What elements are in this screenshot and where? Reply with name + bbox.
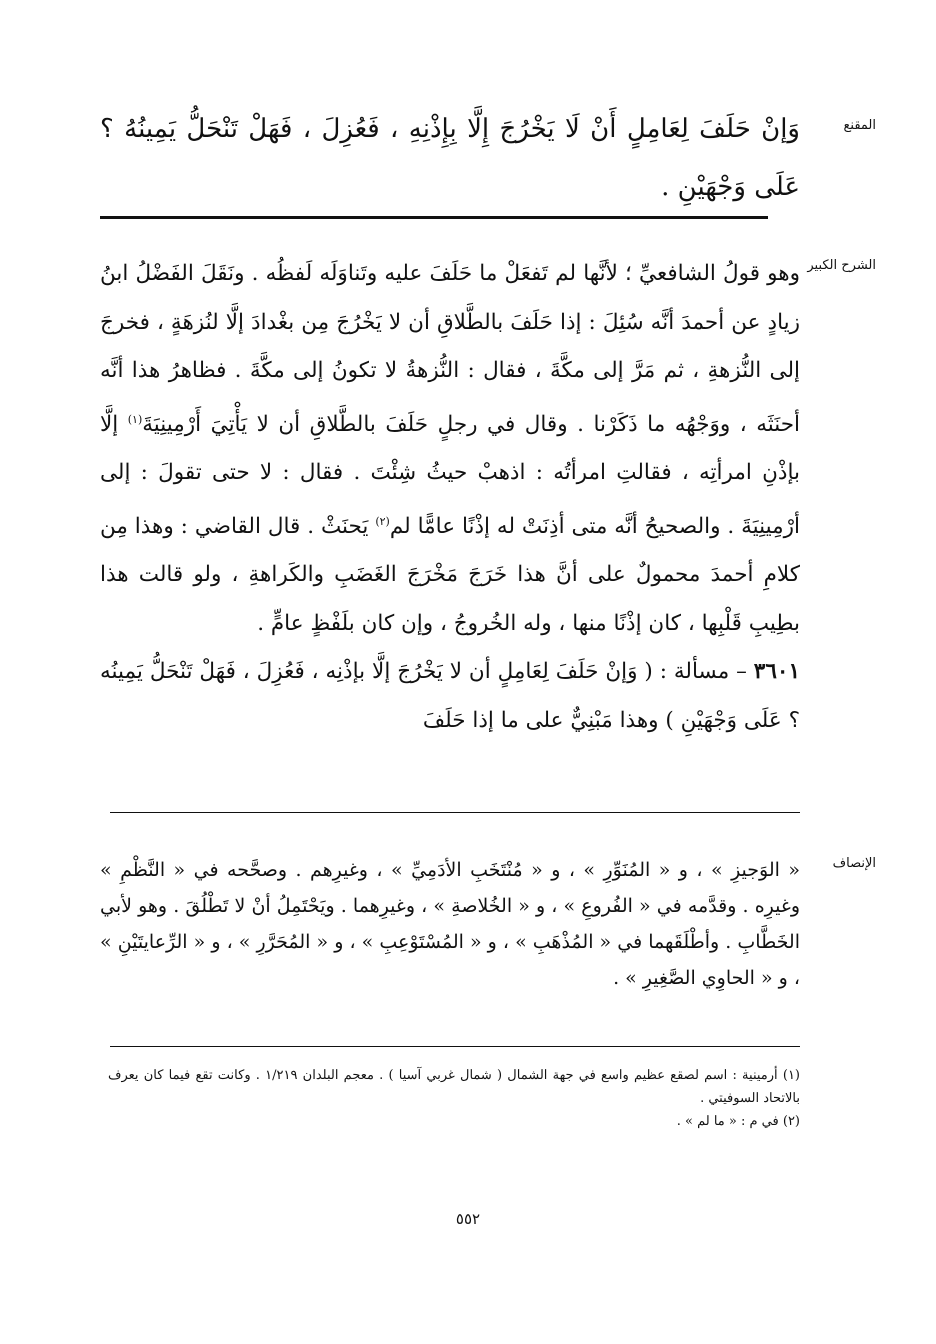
insaf-text — [100, 852, 800, 996]
sharh-p1-part-a: وهو قولُ الشافعيِّ ؛ لأنَّها لم تَفعَلْ ما حَلَفَ عليه وتَناوَلَه لَفظُه . ونَقَلَ الفَضْلُ ابنُ زيادٍ عن أحمدَ أنَّه سُئِلَ : إذا حَلَفَ بالطَّلاقِ أن لا يَخْرُجَ مِن بغْدادَ إلَّا لنُزهَةٍ ، فخرجَ إلى النُّزهةِ ، ثم مَرَّ إلى مكَّةَ ، فقال : النُّزهةُ لا تكونُ إلى مكَّةَ . فظاهرُ هذا أنَّه أحنَثَه ، ووَجْهُه ما ذَكَرْنا . وقال في رجلٍ حَلَفَ بالطَّلاقِ أن لا يَأْتِيَ أَرْمِينِيَةَ — [100, 261, 800, 437]
footnote-marker-2: (٢) — [375, 514, 390, 528]
insaf-paragraph: « الوَجيزِ » ، و « المُنَوِّرِ » ، و « مُنْتَخَبِ الأدَمِيِّ » ، وغيرِهم . وصحَّحه في « النَّظْمِ » وغيرِه . وقدَّمه في « الفُروعِ » ، و « الخُلاصةِ » ، وغيرِهما . ويَحْتَمِلُ أنْ لا تَطْلُقَ . وهو لأبي الخَطَّابِ . وأطْلَقَهما في « المُذْهَبِ » ، و « المُسْتَوْعِبِ » ، و « المُحَرَّرِ » ، و « الرِّعايتَيْنِ » ، و « الحاوِي الصَّغِيرِ » . — [100, 859, 800, 989]
insaf-label: الإنصاف — [832, 856, 876, 871]
muqni-paragraph: وَإنْ حَلَفَ لِعَامِلٍ أَنْ لَا يَخْرُجَ إِلَّا بِإِذْنِهِ ، فَعُزِلَ ، فَهَلْ تَنْحَلُّ يَمِينُهُ ؟ عَلَى وَجْهَيْنِ . — [100, 114, 800, 202]
muqni-divider — [100, 216, 768, 219]
sharh-p1-part-c: يَحنَثْ . قال القاضي : وهذا مِن كلامِ أحمدَ محمولٌ على أنَّ هذا خَرَجَ مَخْرَجَ الغَضَبِ والكَراهةِ ، ولو قالت هذا بطِيبِ قَلْبِها ، كان إذْنًا منها ، وله الخُروجُ ، وإن كان بلَفْظٍ عامٍّ . — [100, 513, 800, 636]
masala-number: ٣٦٠١ — [753, 659, 800, 685]
page-number: ٥٥٢ — [455, 1210, 481, 1228]
muqni-label: المقنع — [843, 118, 876, 133]
sharh-divider — [110, 812, 800, 813]
footnote-divider — [110, 1046, 800, 1047]
masala-text: – مسألة : ( وَإنْ حَلَفَ لِعَامِلٍ أن لا يَخْرُجَ إلَّا بإذْنِه ، فَعُزِلَ ، فَهَلْ تَنْحَلُّ يَمِينُه ؟ عَلَى وَجْهَيْنِ ) وهذا مَبْنِيٌّ على ما إذا حَلَفَ — [100, 659, 800, 733]
sharh-p1-part-b: إلَّا بإذْنِ امرأتِه ، فقالتِ امرأتُه : اذهبْ حيثُ شِئْتَ . فقال : لا حتى تقولَ : إلى أرْمِينِيَةَ . والصحيحُ أنَّه متى أذِنَتْ له إذْنًا عامًّا لم — [100, 411, 800, 539]
footnote-1: (١) أرمينية : اسم لصقع عظيم واسع في جهة الشمال ( شمال غربي آسيا ) . معجم البلدان ١/٢١٩ . وكانت تقع فيما كان يعرف بالاتحاد السوفيتي . — [108, 1068, 800, 1106]
sharh-paragraph-2 — [100, 648, 800, 745]
sharh-paragraph-1 — [100, 250, 800, 648]
sharh-text — [100, 250, 800, 745]
footnote-2: (٢) في م : « ما لم » . — [676, 1114, 800, 1129]
muqni-text — [100, 100, 800, 216]
footnotes — [108, 1064, 800, 1133]
footnote-marker-1: (١) — [127, 412, 143, 426]
sharh-label: الشرح الكبير — [807, 258, 876, 273]
